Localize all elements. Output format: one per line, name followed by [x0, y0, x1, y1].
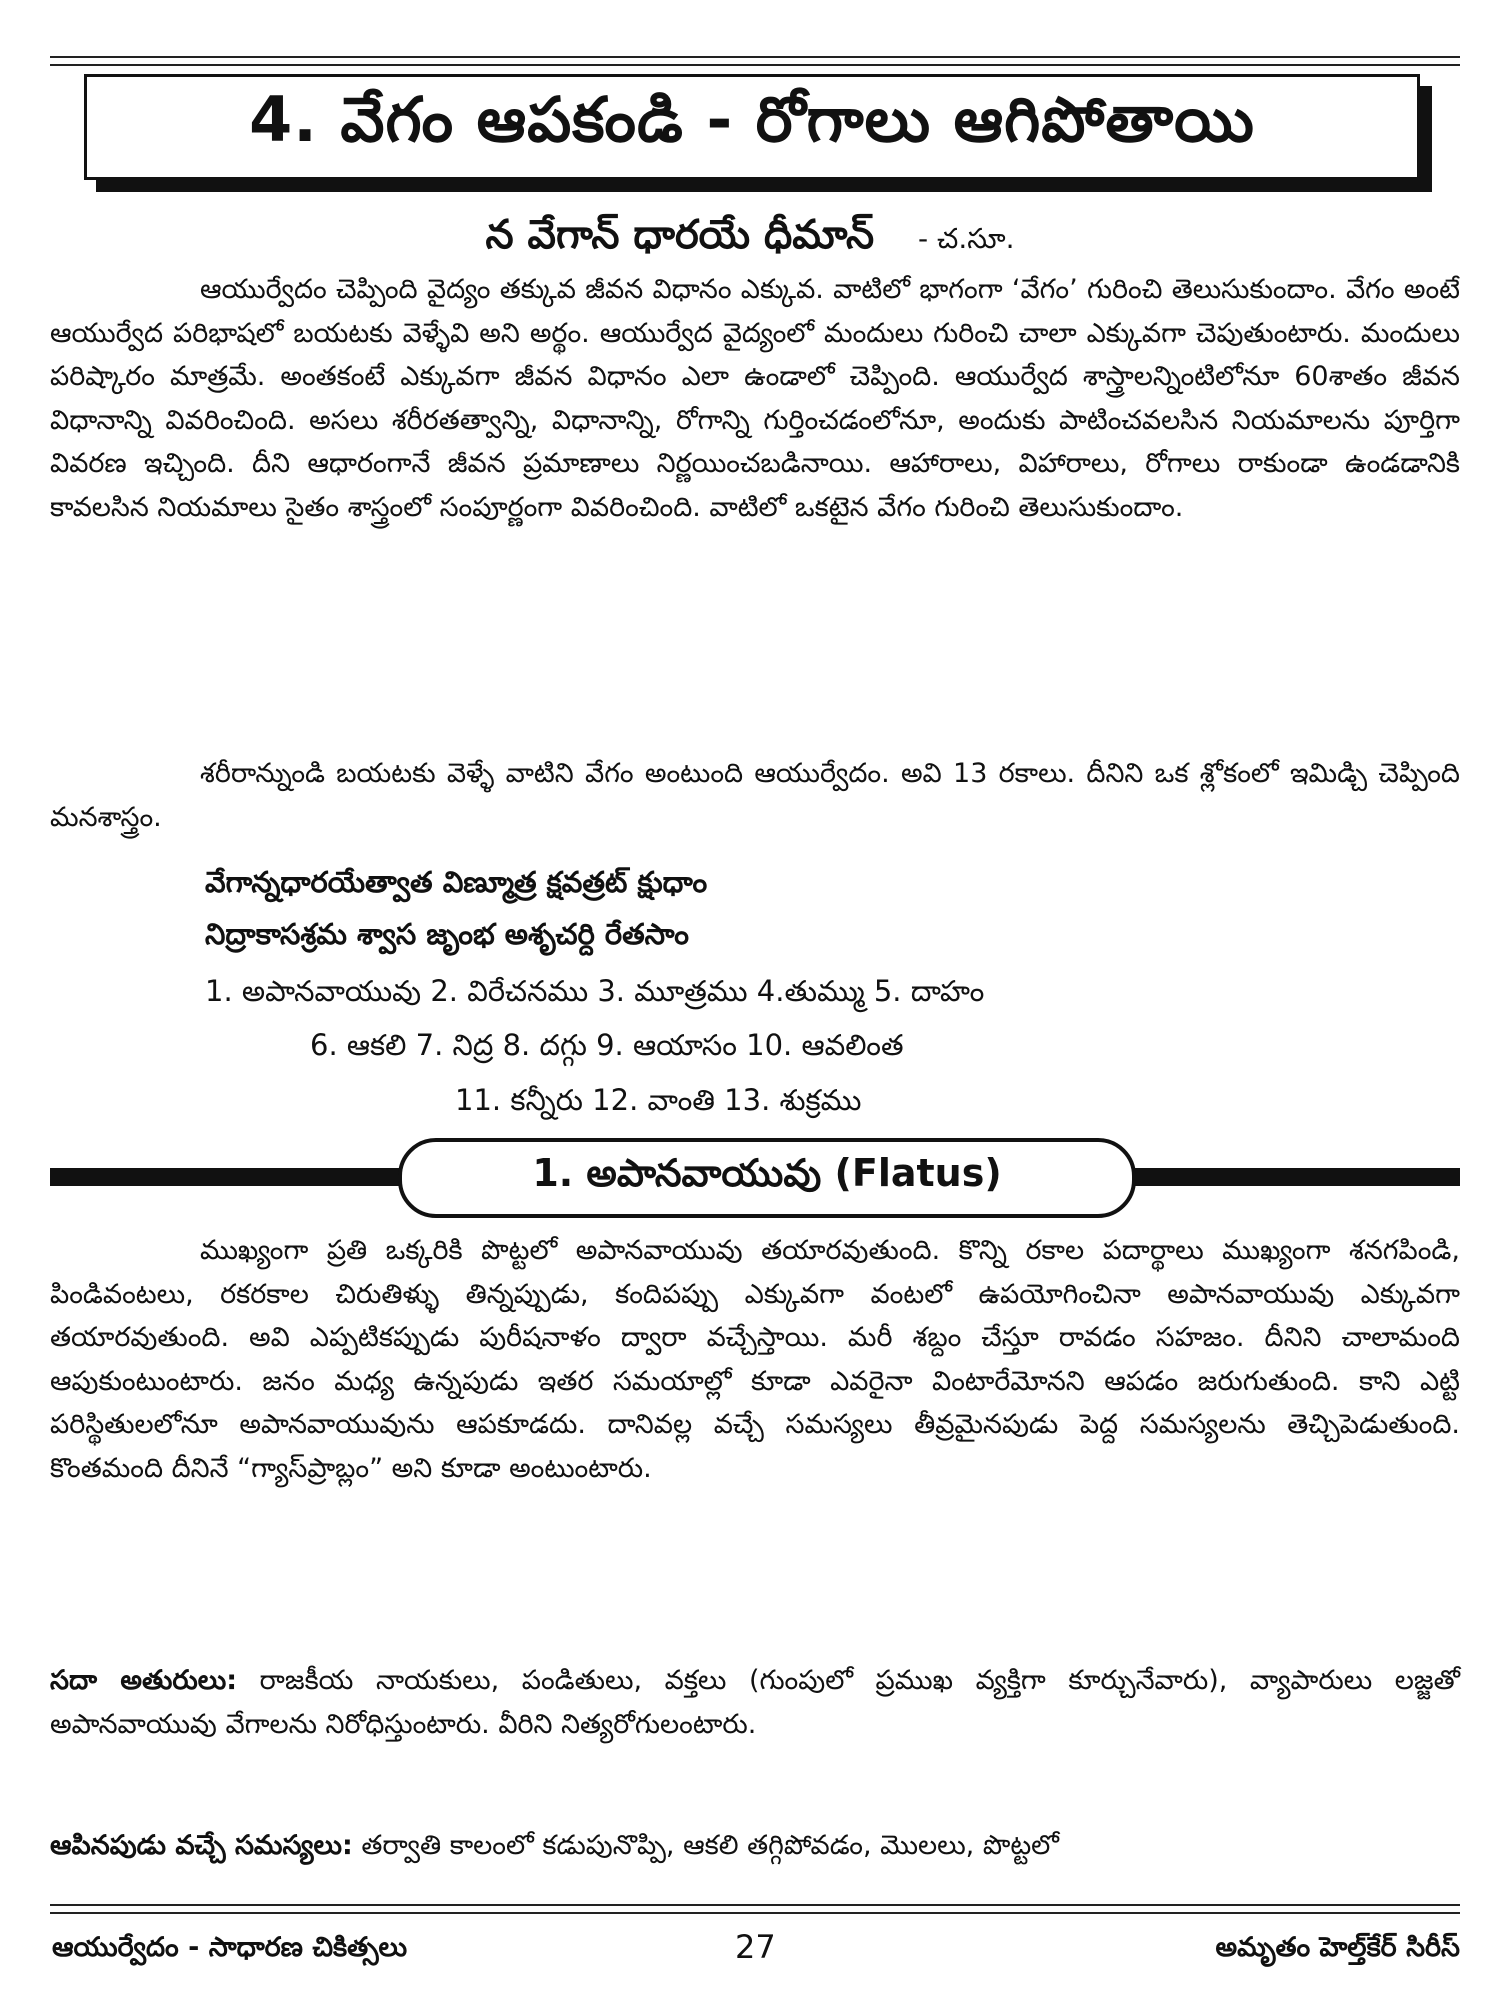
footer-series-name: అమృతం హెల్త్‌కేర్ సిరీస్ — [1215, 1932, 1460, 1963]
urges-list-line-2: 6. ఆకలి 7. నిద్ర 8. దగ్గు 9. ఆయాసం 10. ఆవలింత — [310, 1028, 904, 1062]
section-paragraph: ముఖ్యంగా ప్రతి ఒక్కరికి పొట్టలో అపానవాయువు తయారవుతుంది. కొన్ని రకాల పదార్థాలు ముఖ్యంగా శనగపిండి, పిండివంటలు, రకరకాల చిరుతిళ్ళు తిన్నప్పుడు, కందిపప్పు ఎక్కువగా వంటలో ఉపయోగించినా అపానవాయువు ఎక్కువగా తయారవుతుంది. అవి ఎప్పటికప్పుడు పురీషనాళం ద్వారా వచ్చేస్తాయి. మరీ శబ్దం చేస్తూ రావడం సహజం. దీనిని చాలామంది ఆపుకుంటుంటారు. జనం మధ్య ఉన్నపుడు ఇతర సమయాల్లో కూడా ఎవరైనా వింటారేమోనని ఆపడం జరుగుతుంది. కాని ఎట్టి పరిస్థితులలోనూ అపానవాయువును ఆపకూడదు. దానివల్ల వచ్చే సమస్యలు తీవ్రమైనపుడు పెద్ద సమస్యలను తెచ్చిపెడుతుంది. కొంతమంది దీనినే “గ్యాస్‌ప్రాబ్లం” అని కూడా అంటుంటారు. — [50, 1235, 1460, 1484]
sufferers-paragraph — [50, 1659, 1460, 1746]
intro-paragraph-1: ఆయుర్వేదం చెప్పింది వైద్యం తక్కువ జీవన విధానం ఎక్కువ. వాటిలో భాగంగా ‘వేగం’ గురించి తెలుసుకుందాం. వేగం అంటే ఆయుర్వేద పరిభాషలో బయటకు వెళ్ళేవి అని అర్థం. ఆయుర్వేద వైద్యంలో మందులు గురించి చాలా ఎక్కువగా చెపుతుంటారు. మందులు పరిష్కారం మాత్రమే. అంతకంటే ఎక్కువగా జీవన విధానం ఎలా ఉండాలో చెప్పింది. ఆయుర్వేద శాస్త్రాలన్నింటిలోనూ 60శాతం జీవన విధానాన్ని వివరించింది. అసలు శరీరతత్వాన్ని, విధానాన్ని, రోగాన్ని గుర్తించడంలోనూ, అందుకు పాటించవలసిన నియమాలను పూర్తిగా వివరణ ఇచ్చింది. దీని ఆధారంగానే జీవన ప్రమాణాలు నిర్ణయించబడినాయి. ఆహారాలు, విహారాలు, రోగాలు రాకుండా ఉండడానికి కావలసిన నియమాలు సైతం శాస్త్రంలో సంపూర్ణంగా వివరించింది. వాటిలో ఒకటైన వేగం గురించి తెలుసుకుందాం. — [50, 274, 1460, 523]
shloka-source: - చ.సూ. — [918, 222, 1015, 255]
verse-line-1: వేగాన్నధారయేత్వాత విణ్మూత్ర క్షవత్రట్ క్షుధాం — [205, 865, 708, 899]
problems-label: ఆపినపుడు వచ్చే సమస్యలు: — [50, 1830, 353, 1861]
footer-book-title: ఆయుర్వేదం - సాధారణ చికిత్సలు — [52, 1932, 408, 1963]
urges-list-line-3: 11. కన్నీరు 12. వాంతి 13. శుక్రము — [455, 1083, 862, 1117]
problems-text: తర్వాతి కాలంలో కడుపునొప్పి, ఆకలి తగ్గిపోవడం, మొలలు, పొట్టలో — [352, 1830, 1059, 1861]
sufferers-label: సదా అతురులు: — [50, 1665, 237, 1696]
bottom-rule — [50, 1904, 1460, 1906]
section-heading: 1. అపానవాయువు (Flatus) — [532, 1151, 1002, 1195]
top-rule — [50, 56, 1460, 58]
shloka-text: న వేగాన్ ధారయే ధీమాన్ — [485, 212, 875, 258]
shloka-line — [0, 212, 1500, 268]
section-heading-pill — [398, 1138, 1136, 1218]
problems-paragraph — [50, 1824, 1460, 1868]
verse-line-2: నిద్రాకాసశ్రమ శ్వాస జృంభ అశృచర్ది రేతసాం — [205, 917, 689, 951]
intro-paragraph-2: శరీరాన్నుండి బయటకు వెళ్ళే వాటిని వేగం అంటుంది ఆయుర్వేదం. అవి 13 రకాలు. దీనిని ఒక శ్లోకంలో ఇమిడ్చి చెప్పింది మనశాస్త్రం. — [50, 758, 1460, 833]
urges-list-line-1: 1. అపానవాయువు 2. విరేచనము 3. మూత్రము 4.తుమ్ము 5. దాహం — [205, 974, 985, 1008]
bottom-rule-inner — [50, 1912, 1460, 1914]
page-number: 27 — [735, 1928, 776, 1966]
chapter-title: 4. వేగం ఆపకండి - రోగాలు ఆగిపోతాయి — [249, 83, 1255, 156]
top-rule-inner — [50, 64, 1460, 66]
chapter-title-box — [84, 74, 1420, 180]
sufferers-text: రాజకీయ నాయకులు, పండితులు, వక్తలు (గుంపులో ప్రముఖ వ్యక్తిగా కూర్చునేవారు), వ్యాపారులు లజ్జతో అపానవాయువు వేగాలను నిరోధిస్తుంటారు. వీరిని నిత్యరోగులంటారు. — [50, 1665, 1460, 1740]
